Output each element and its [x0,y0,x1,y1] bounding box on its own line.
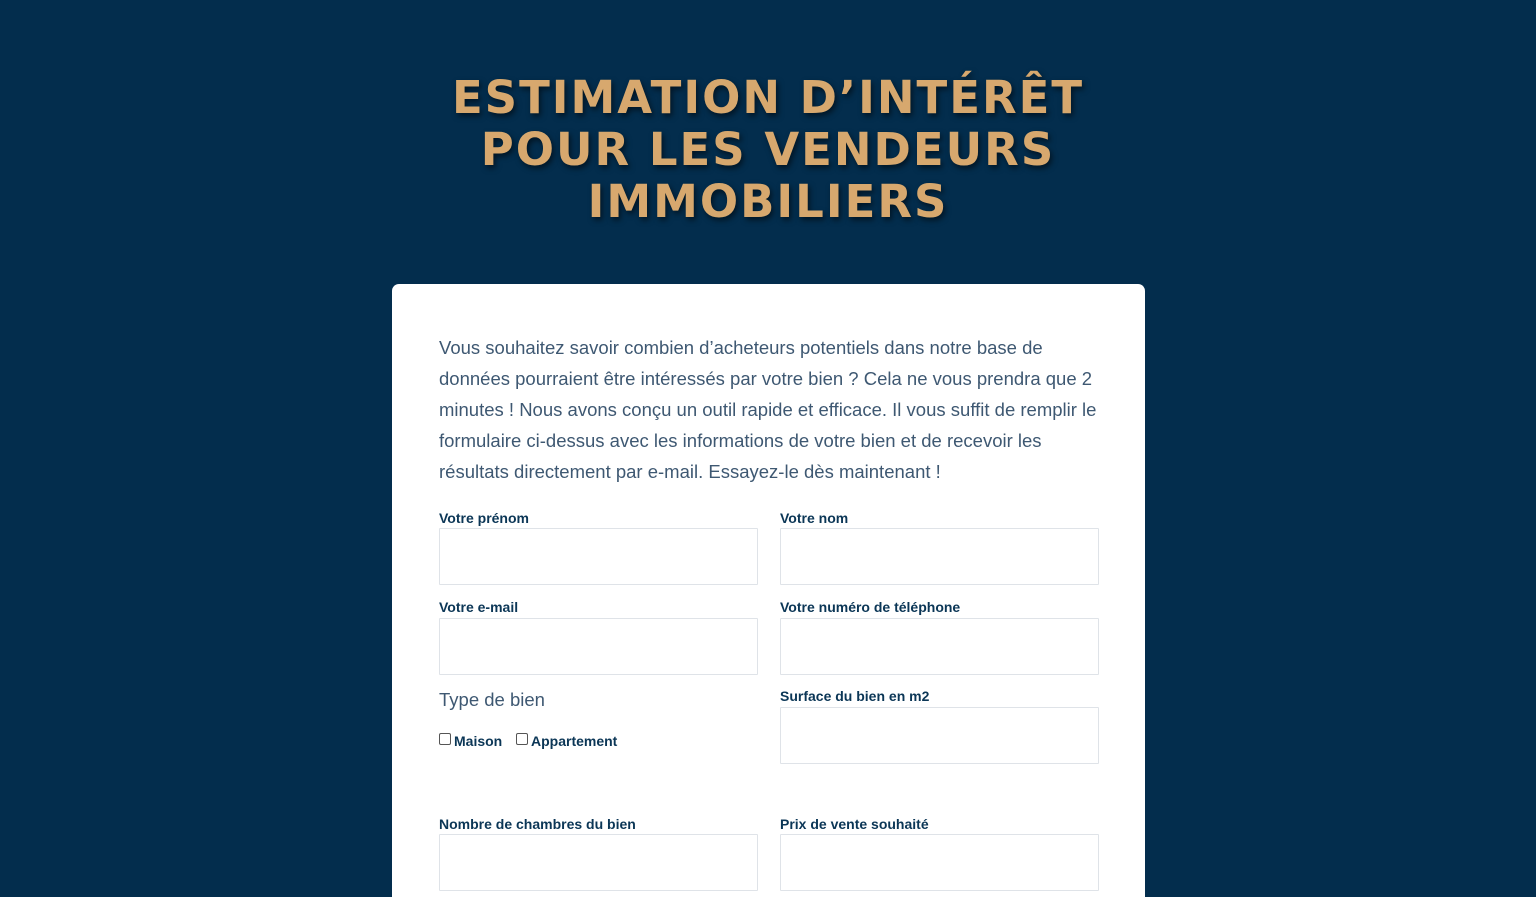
property-type-option-appartement[interactable] [516,733,617,749]
maison-label: Maison [454,733,503,749]
last-name-input[interactable] [780,528,1099,585]
first-name-input[interactable] [439,528,758,585]
intro-text: Vous souhaitez savoir combien d’acheteurs potentiels dans notre base de données pourraient être intéressés par votre bien ? Cela ne vous prendra que 2 minutes ! Nous avons conçu un outil rapide et efficace. Il vous suffit de remplir le formulaire ci-dessus avec les informations de votre bien et de recevoir les résultats directement par e-mail. Essayez-le dès maintenant ! [439,337,1097,482]
page-title-line-3: IMMOBILIERS [587,175,949,228]
first-name-label: Votre prénom [439,510,529,526]
phone-label: Votre numéro de téléphone [780,599,961,615]
estimation-form-card [392,284,1145,897]
bedrooms-input[interactable] [439,834,758,891]
appartement-label: Appartement [531,733,618,749]
page-title [0,72,1536,228]
email-label: Votre e-mail [439,599,519,615]
property-type-option-maison[interactable] [439,733,502,749]
property-type-label: Type de bien [439,689,545,710]
surface-input[interactable] [780,707,1099,764]
email-input[interactable] [439,618,758,675]
page-title-line-2: POUR LES VENDEURS [480,123,1056,176]
price-input[interactable] [780,834,1099,891]
maison-checkbox[interactable] [439,733,451,745]
surface-label: Surface du bien en m2 [780,688,930,704]
bedrooms-label: Nombre de chambres du bien [439,816,636,832]
price-label: Prix de vente souhaité [780,816,929,832]
appartement-checkbox[interactable] [516,733,528,745]
last-name-label: Votre nom [780,510,849,526]
page-title-line-1: ESTIMATION D’INTÉRÊT [451,71,1085,124]
phone-input[interactable] [780,618,1099,675]
